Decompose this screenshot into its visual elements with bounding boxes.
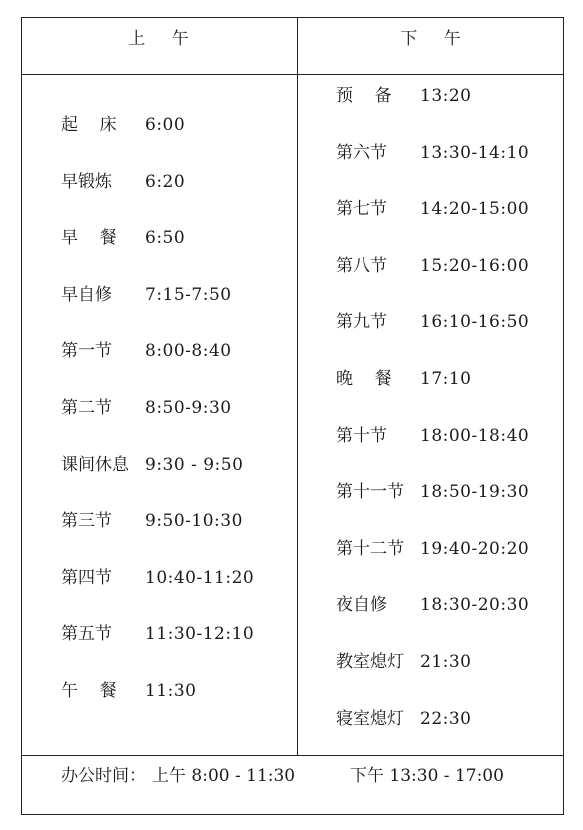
period-label: 午 餐	[61, 681, 117, 701]
afternoon-schedule-row	[336, 480, 576, 504]
period-label: 第九节	[336, 312, 387, 333]
footer-divider	[21, 755, 564, 756]
afternoon-schedule-row	[336, 254, 576, 278]
period-label: 晚 餐	[336, 369, 392, 389]
period-time: 6:00	[145, 115, 186, 135]
period-label: 第七节	[336, 199, 387, 220]
morning-schedule-row	[61, 339, 301, 363]
period-time: 19:40-20:20	[420, 538, 530, 559]
morning-schedule-row	[61, 622, 301, 646]
period-time: 16:10-16:50	[420, 312, 530, 333]
period-label: 早自修	[61, 284, 112, 305]
period-label: 第五节	[61, 624, 112, 645]
period-time: 14:20-15:00	[420, 199, 530, 220]
morning-header: 上 午	[128, 29, 190, 49]
afternoon-schedule-row	[336, 367, 576, 391]
period-label: 课间休息	[61, 454, 129, 475]
morning-schedule-row	[61, 170, 301, 194]
office-hours-morning: 上午 8:00 - 11:30	[152, 766, 296, 786]
morning-schedule-row	[61, 113, 301, 137]
afternoon-schedule-row	[336, 310, 576, 334]
period-label: 早锻炼	[61, 171, 112, 192]
period-label: 第十二节	[336, 538, 404, 559]
period-time: 7:15-7:50	[145, 284, 232, 305]
period-label: 第十节	[336, 425, 387, 446]
period-time: 13:20	[420, 86, 472, 106]
period-label: 第三节	[61, 511, 112, 532]
period-time: 17:10	[420, 369, 472, 389]
period-time: 18:30-20:30	[420, 595, 530, 616]
period-time: 8:00-8:40	[145, 341, 232, 362]
afternoon-schedule-row	[336, 424, 576, 448]
morning-schedule-row	[61, 283, 301, 307]
period-label: 第四节	[61, 567, 112, 588]
period-time: 11:30-12:10	[145, 624, 255, 645]
office-hours-afternoon: 下午 13:30 - 17:00	[350, 766, 504, 786]
period-label: 第二节	[61, 398, 112, 418]
morning-schedule-row	[61, 396, 301, 420]
period-time: 6:50	[145, 228, 186, 249]
afternoon-schedule-row	[336, 141, 576, 165]
morning-schedule-row	[61, 509, 301, 533]
office-hours-label: 办公时间：	[61, 766, 146, 786]
period-time: 11:30	[145, 681, 197, 701]
period-time: 18:50-19:30	[420, 482, 530, 503]
afternoon-schedule-row	[336, 707, 576, 731]
period-time: 9:30 - 9:50	[145, 454, 244, 475]
period-time: 10:40-11:20	[145, 567, 255, 588]
period-label: 第十一节	[336, 482, 404, 503]
afternoon-schedule-row	[336, 197, 576, 221]
period-label: 夜自修	[336, 595, 387, 616]
period-time: 22:30	[420, 708, 472, 729]
afternoon-schedule-row	[336, 593, 576, 617]
morning-schedule-row	[61, 226, 301, 250]
afternoon-schedule-row	[336, 537, 576, 561]
period-label: 第一节	[61, 341, 112, 362]
period-label: 起 床	[61, 115, 117, 135]
period-time: 15:20-16:00	[420, 255, 530, 276]
period-time: 13:30-14:10	[420, 142, 530, 163]
afternoon-header: 下 午	[400, 29, 462, 49]
afternoon-schedule-row	[336, 650, 576, 674]
period-label: 预 备	[336, 86, 392, 106]
period-time: 18:00-18:40	[420, 425, 530, 446]
morning-schedule-row	[61, 453, 301, 477]
afternoon-schedule-row	[336, 84, 576, 108]
period-time: 6:20	[145, 171, 186, 192]
period-time: 21:30	[420, 652, 472, 672]
morning-schedule-row	[61, 566, 301, 590]
period-label: 寝室熄灯	[336, 708, 404, 729]
period-label: 第六节	[336, 142, 387, 163]
period-time: 9:50-10:30	[145, 511, 243, 532]
period-label: 早 餐	[61, 228, 117, 249]
morning-schedule-row	[61, 679, 301, 703]
period-time: 8:50-9:30	[145, 398, 232, 418]
period-label: 第八节	[336, 255, 387, 276]
period-label: 教室熄灯	[336, 652, 404, 672]
